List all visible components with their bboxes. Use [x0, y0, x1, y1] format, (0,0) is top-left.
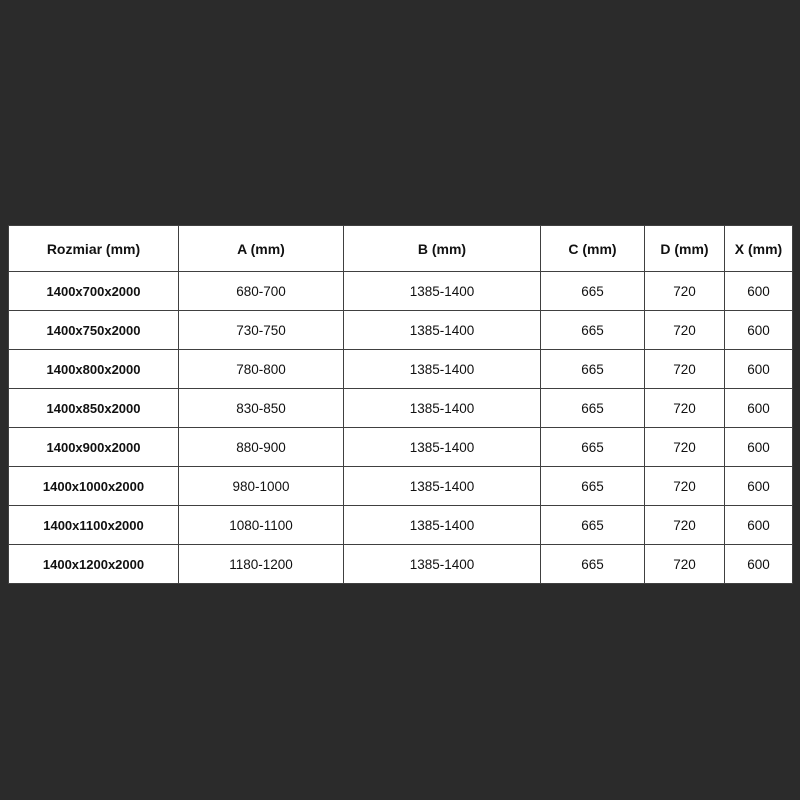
cell-size: 1400x800x2000 — [9, 350, 179, 389]
cell-size: 1400x750x2000 — [9, 311, 179, 350]
cell-b: 1385-1400 — [344, 467, 541, 506]
cell-x: 600 — [725, 545, 793, 584]
column-header-d: D (mm) — [645, 226, 725, 272]
column-header-a: A (mm) — [179, 226, 344, 272]
cell-c: 665 — [541, 350, 645, 389]
cell-x: 600 — [725, 350, 793, 389]
cell-b: 1385-1400 — [344, 545, 541, 584]
cell-c: 665 — [541, 467, 645, 506]
cell-a: 830-850 — [179, 389, 344, 428]
cell-x: 600 — [725, 467, 793, 506]
cell-a: 880-900 — [179, 428, 344, 467]
cell-x: 600 — [725, 311, 793, 350]
cell-c: 665 — [541, 311, 645, 350]
cell-a: 1080-1100 — [179, 506, 344, 545]
column-header-rozmiar: Rozmiar (mm) — [9, 226, 179, 272]
cell-b: 1385-1400 — [344, 389, 541, 428]
cell-c: 665 — [541, 428, 645, 467]
column-header-c: C (mm) — [541, 226, 645, 272]
cell-size: 1400x900x2000 — [9, 428, 179, 467]
table-header — [9, 226, 793, 272]
cell-c: 665 — [541, 272, 645, 311]
cell-b: 1385-1400 — [344, 311, 541, 350]
cell-d: 720 — [645, 272, 725, 311]
cell-d: 720 — [645, 545, 725, 584]
size-table-container — [8, 225, 792, 584]
cell-size: 1400x850x2000 — [9, 389, 179, 428]
cell-a: 680-700 — [179, 272, 344, 311]
cell-size: 1400x1200x2000 — [9, 545, 179, 584]
cell-a: 1180-1200 — [179, 545, 344, 584]
cell-b: 1385-1400 — [344, 506, 541, 545]
cell-x: 600 — [725, 428, 793, 467]
column-header-b: B (mm) — [344, 226, 541, 272]
cell-c: 665 — [541, 389, 645, 428]
table-header-row — [9, 226, 793, 272]
cell-a: 980-1000 — [179, 467, 344, 506]
cell-d: 720 — [645, 389, 725, 428]
table-row — [9, 428, 793, 467]
cell-d: 720 — [645, 311, 725, 350]
cell-x: 600 — [725, 389, 793, 428]
cell-d: 720 — [645, 467, 725, 506]
table-body — [9, 272, 793, 584]
cell-d: 720 — [645, 350, 725, 389]
cell-d: 720 — [645, 506, 725, 545]
table-row — [9, 506, 793, 545]
cell-b: 1385-1400 — [344, 272, 541, 311]
cell-x: 600 — [725, 506, 793, 545]
cell-size: 1400x1000x2000 — [9, 467, 179, 506]
cell-b: 1385-1400 — [344, 428, 541, 467]
table-row — [9, 389, 793, 428]
table-row — [9, 545, 793, 584]
cell-b: 1385-1400 — [344, 350, 541, 389]
column-header-x: X (mm) — [725, 226, 793, 272]
table-row — [9, 272, 793, 311]
cell-d: 720 — [645, 428, 725, 467]
cell-c: 665 — [541, 506, 645, 545]
cell-size: 1400x1100x2000 — [9, 506, 179, 545]
size-table — [8, 225, 793, 584]
cell-a: 730-750 — [179, 311, 344, 350]
table-row — [9, 467, 793, 506]
table-row — [9, 311, 793, 350]
cell-a: 780-800 — [179, 350, 344, 389]
table-row — [9, 350, 793, 389]
cell-x: 600 — [725, 272, 793, 311]
cell-size: 1400x700x2000 — [9, 272, 179, 311]
cell-c: 665 — [541, 545, 645, 584]
